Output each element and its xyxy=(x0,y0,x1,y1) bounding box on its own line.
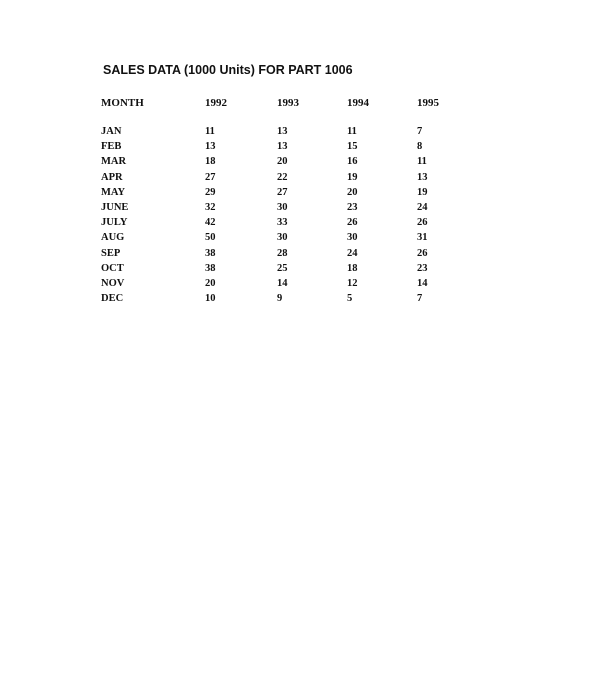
value-1994-cell: 18 xyxy=(347,262,358,274)
value-1994-cell: 30 xyxy=(347,232,358,244)
value-1992-cell: 13 xyxy=(205,141,216,153)
value-1993-cell: 33 xyxy=(277,217,288,229)
value-1993-cell: 13 xyxy=(277,126,288,137)
value-1992-cell: 27 xyxy=(205,171,216,183)
table-body xyxy=(101,120,457,306)
table-row xyxy=(101,291,457,306)
month-cell: OCT xyxy=(101,262,124,274)
table-row xyxy=(101,170,457,185)
value-1993-cell: 28 xyxy=(277,247,288,259)
table-header-row xyxy=(101,97,457,120)
month-cell: APR xyxy=(101,171,123,183)
month-cell: FEB xyxy=(101,141,122,153)
month-cell: AUG xyxy=(101,232,125,244)
value-1993-cell: 25 xyxy=(277,262,288,274)
value-1995-cell: 23 xyxy=(417,262,428,274)
value-1995-cell: 24 xyxy=(417,202,428,214)
value-1994-cell: 16 xyxy=(347,156,358,168)
month-cell: JUNE xyxy=(101,202,129,214)
value-1995-cell: 13 xyxy=(417,171,428,183)
header-year-1993: 1993 xyxy=(277,97,299,109)
value-1995-cell: 26 xyxy=(417,247,428,259)
value-1995-cell: 31 xyxy=(417,232,428,244)
value-1995-cell: 26 xyxy=(417,217,428,229)
month-cell: SEP xyxy=(101,247,121,259)
table-row xyxy=(101,185,457,200)
value-1992-cell: 20 xyxy=(205,278,216,290)
value-1993-cell: 9 xyxy=(277,293,283,305)
value-1992-cell: 10 xyxy=(205,293,216,305)
month-cell: JULY xyxy=(101,217,128,229)
value-1993-cell: 14 xyxy=(277,278,288,290)
value-1992-cell: 38 xyxy=(205,247,216,259)
value-1995-cell: 7 xyxy=(417,293,423,305)
document-title: SALES DATA (1000 Units) FOR PART 1006 xyxy=(103,63,353,77)
table-row xyxy=(101,230,457,245)
value-1993-cell: 27 xyxy=(277,186,288,198)
value-1993-cell: 20 xyxy=(277,156,288,168)
month-cell: MAY xyxy=(101,186,126,198)
value-1992-cell: 42 xyxy=(205,217,216,229)
value-1992-cell: 18 xyxy=(205,156,216,168)
value-1992-cell: 50 xyxy=(205,232,216,244)
value-1995-cell: 8 xyxy=(417,141,423,153)
value-1995-cell: 14 xyxy=(417,278,428,290)
table-row xyxy=(101,124,457,139)
table-row xyxy=(101,139,457,154)
table-row xyxy=(101,154,457,169)
table-row xyxy=(101,215,457,230)
value-1994-cell: 20 xyxy=(347,186,358,198)
value-1994-cell: 24 xyxy=(347,247,358,259)
value-1992-cell: 11 xyxy=(205,126,215,137)
month-cell: NOV xyxy=(101,278,125,290)
table-row xyxy=(101,276,457,291)
month-cell: MAR xyxy=(101,156,127,168)
value-1995-cell: 7 xyxy=(417,126,423,137)
value-1994-cell: 12 xyxy=(347,278,358,290)
month-cell: DEC xyxy=(101,293,124,305)
value-1994-cell: 5 xyxy=(347,293,353,305)
value-1995-cell: 11 xyxy=(417,156,427,168)
sales-data-table xyxy=(101,97,457,306)
value-1992-cell: 32 xyxy=(205,202,216,214)
value-1993-cell: 30 xyxy=(277,202,288,214)
value-1992-cell: 29 xyxy=(205,186,216,198)
table-row xyxy=(101,246,457,261)
value-1993-cell: 13 xyxy=(277,141,288,153)
value-1993-cell: 22 xyxy=(277,171,288,183)
value-1995-cell: 19 xyxy=(417,186,428,198)
table-row xyxy=(101,261,457,276)
value-1994-cell: 26 xyxy=(347,217,358,229)
header-month: MONTH xyxy=(101,97,144,109)
value-1994-cell: 11 xyxy=(347,126,357,137)
header-year-1992: 1992 xyxy=(205,97,227,109)
value-1994-cell: 19 xyxy=(347,171,358,183)
value-1994-cell: 23 xyxy=(347,202,358,214)
value-1994-cell: 15 xyxy=(347,141,358,153)
value-1992-cell: 38 xyxy=(205,262,216,274)
header-year-1994: 1994 xyxy=(347,97,369,109)
table-row xyxy=(101,200,457,215)
month-cell: JAN xyxy=(101,126,122,137)
header-year-1995: 1995 xyxy=(417,97,439,109)
value-1993-cell: 30 xyxy=(277,232,288,244)
